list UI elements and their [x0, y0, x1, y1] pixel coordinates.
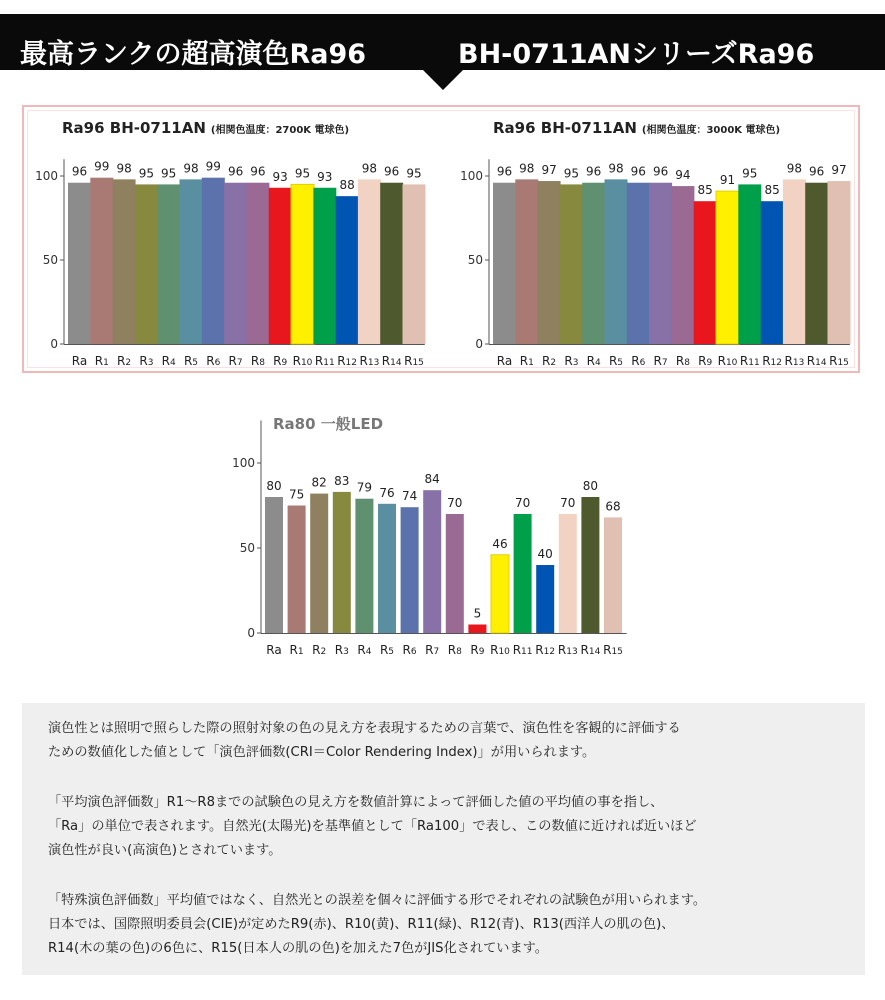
category-letter: R [512, 643, 522, 657]
value-label-ra: 96 [496, 164, 513, 179]
average-cri-text: 「平均演色評価数」R1〜R8までの試験色の見え方を数値計算によって評価した値の平均値の事を指し、 「Ra」の単位で表されます。自然光(太陽光)を基準値として「Ra100」で表し、この数値に近ければ近いほど 演色性が良い(高演色)とされています。 [48, 795, 697, 858]
y-tick-label: 50 [42, 253, 58, 267]
category-label-ra: Ra [496, 354, 513, 368]
category-label-r2 [542, 354, 556, 368]
category-label-ra: Ra [266, 643, 282, 657]
category-letter: R [603, 643, 612, 657]
category-label-r2 [312, 643, 326, 657]
bar-r1 [515, 179, 538, 344]
value-label-r15: 97 [831, 163, 847, 178]
category-number: 10 [300, 358, 313, 368]
value-label-r8: 94 [675, 168, 691, 183]
category-number: 1 [103, 358, 109, 368]
category-letter: R [273, 354, 282, 368]
category-number: 4 [595, 358, 601, 368]
category-label-r13 [360, 354, 380, 368]
category-label-r7 [425, 643, 439, 657]
bar-r14 [581, 497, 599, 633]
chart-title [493, 119, 780, 137]
category-label-r5 [184, 354, 198, 368]
bar-r4 [157, 184, 180, 344]
category-label-r15 [404, 354, 424, 368]
value-label-r10: 95 [294, 166, 311, 181]
bar-r13 [559, 514, 577, 633]
bar-ra [265, 497, 283, 633]
category-label-r4 [587, 354, 601, 368]
category-number: 8 [684, 358, 690, 368]
bar-r6 [202, 178, 225, 344]
category-label-r3 [335, 643, 349, 657]
bar-r15 [828, 181, 851, 344]
value-label-r6: 74 [401, 489, 418, 504]
category-number: 12 [543, 647, 556, 657]
bar-r12 [761, 201, 784, 344]
value-label-r2: 98 [116, 161, 132, 176]
category-number: 7 [236, 358, 243, 368]
value-label-ra: 96 [71, 164, 88, 179]
bar-r13 [358, 179, 381, 344]
category-label-r12 [535, 643, 555, 657]
chart-ra96-2700k [30, 112, 440, 370]
category-letter: R [631, 354, 640, 368]
value-label-r12: 88 [339, 178, 355, 193]
bar-r3 [333, 492, 351, 633]
bar-r10 [716, 191, 739, 344]
category-number: 13 [792, 358, 805, 368]
bar-r2 [113, 179, 136, 344]
cri-definition-text: 演色性とは照明で照らした際の照射対象の色の見え方を表現するための言葉で、演色性を客観的に評価する ための数値化した値として「演色評価数(CRI＝Color Rendering Index)」が用いられます。 [48, 721, 681, 760]
category-number: 4 [365, 647, 372, 657]
category-number: 12 [345, 358, 357, 368]
bar-r9 [468, 625, 486, 634]
value-label-r8: 96 [250, 164, 266, 179]
y-tick-label: 0 [475, 337, 483, 351]
category-number: 6 [639, 358, 646, 368]
y-tick-label: 100 [460, 169, 483, 183]
category-number: 5 [617, 358, 624, 368]
category-number: 11 [323, 358, 335, 368]
bar-r8 [446, 514, 464, 633]
chart-subtitle: (相関色温度：3000K 電球色) [641, 125, 781, 136]
category-letter: R [564, 354, 573, 368]
bar-ra [68, 183, 91, 344]
category-label-r6 [631, 354, 645, 368]
chart-title-main: Ra96 BH-0711AN [493, 119, 637, 137]
category-label-r15 [603, 643, 623, 657]
value-label-r11: 93 [317, 169, 333, 184]
y-tick-label: 100 [232, 456, 255, 470]
category-number: 1 [297, 647, 304, 657]
bar-r14 [805, 183, 828, 344]
category-letter: R [698, 354, 707, 368]
category-number: 15 [611, 647, 623, 657]
category-letter: R [519, 354, 529, 368]
value-label-r7: 84 [424, 472, 440, 487]
value-label-r1: 75 [288, 487, 305, 502]
category-letter: R [250, 354, 260, 368]
category-letter: R [425, 643, 434, 657]
category-number: 2 [125, 358, 132, 368]
category-letter: R [359, 354, 368, 368]
category-letter: R [139, 354, 148, 368]
category-number: 14 [815, 358, 827, 368]
category-label-r7 [229, 354, 243, 368]
category-label-r9 [470, 643, 484, 657]
category-label-r1 [95, 354, 109, 368]
value-label-r7: 96 [227, 164, 244, 179]
bar-ra [493, 183, 516, 344]
category-number: 9 [281, 358, 288, 368]
category-label-r7 [654, 354, 668, 368]
bar-r9 [694, 201, 717, 344]
value-label-r4: 79 [356, 480, 373, 495]
category-letter: R [334, 643, 344, 657]
category-letter: R [829, 354, 838, 368]
category-number: 2 [320, 647, 327, 657]
value-label-r2: 97 [541, 163, 557, 178]
value-label-r14: 96 [809, 164, 825, 179]
bar-r5 [180, 179, 203, 344]
bar-r2 [538, 181, 561, 344]
value-label-r14: 96 [384, 164, 400, 179]
category-number: 14 [588, 647, 601, 657]
value-label-r4: 95 [161, 166, 177, 181]
value-label-r9: 93 [272, 169, 288, 184]
bar-r10 [491, 555, 509, 633]
category-number: 3 [572, 358, 579, 368]
category-number: 12 [770, 358, 782, 368]
value-label-r8: 70 [447, 496, 463, 510]
category-number: 1 [528, 358, 534, 368]
category-number: 8 [456, 647, 462, 657]
value-label-r13: 70 [560, 496, 576, 510]
chart-title-main: Ra96 BH-0711AN [62, 119, 206, 137]
bar-r5 [605, 179, 628, 344]
bar-r15 [403, 184, 426, 344]
bar-r8 [671, 186, 694, 344]
value-label-r5: 98 [608, 161, 624, 176]
bar-r11 [738, 184, 761, 344]
category-number: 13 [367, 358, 380, 368]
bar-r6 [627, 183, 650, 344]
category-letter: R [357, 643, 366, 657]
category-number: 10 [725, 358, 738, 368]
category-number: 7 [433, 647, 440, 657]
category-letter: R [314, 354, 324, 368]
category-label-r9 [698, 354, 712, 368]
bar-r2 [310, 494, 328, 633]
category-number: 14 [390, 358, 402, 368]
chart-ra96-3000k [455, 112, 865, 370]
category-label-r1 [520, 354, 534, 368]
value-label-r7: 96 [652, 164, 669, 179]
bar-r9 [269, 188, 292, 344]
bar-r15 [604, 517, 622, 633]
category-letter: R [292, 354, 301, 368]
category-letter: R [542, 354, 551, 368]
category-letter: R [183, 354, 193, 368]
value-label-r12: 85 [764, 183, 780, 198]
value-label-r3: 95 [563, 166, 580, 181]
bar-r8 [246, 183, 269, 344]
category-label-r1 [290, 643, 304, 657]
category-letter: R [806, 354, 816, 368]
value-label-r12: 40 [537, 547, 553, 561]
category-letter: R [206, 354, 215, 368]
bar-r5 [378, 504, 396, 633]
y-tick-label: 50 [467, 253, 483, 267]
y-tick-label: 0 [247, 626, 255, 640]
y-tick-label: 0 [50, 337, 58, 351]
value-label-r5: 98 [183, 161, 199, 176]
category-label-r10 [293, 354, 313, 368]
category-label-r13 [785, 354, 805, 368]
category-letter: R [586, 354, 596, 368]
category-label-r10 [718, 354, 738, 368]
bar-r11 [514, 514, 532, 633]
header-banner [0, 14, 885, 70]
bar-r4 [582, 183, 605, 344]
value-label-r3: 83 [334, 473, 350, 488]
category-letter: R [557, 643, 567, 657]
category-letter: R [580, 643, 589, 657]
category-letter: R [447, 643, 457, 657]
category-letter: R [117, 354, 126, 368]
category-letter: R [762, 354, 771, 368]
category-label-r8 [448, 643, 462, 657]
bar-r12 [336, 196, 359, 344]
category-label-r8 [251, 354, 265, 368]
value-label-r11: 70 [514, 496, 531, 510]
value-label-r6: 99 [205, 159, 221, 174]
value-label-r5: 76 [379, 485, 395, 500]
value-label-r13: 98 [786, 161, 803, 176]
category-label-r14 [382, 354, 402, 368]
category-label-r15 [829, 354, 849, 368]
banner-arrow-icon [421, 68, 465, 90]
category-number: 9 [706, 358, 713, 368]
category-letter: R [739, 354, 749, 368]
category-number: 15 [837, 358, 849, 368]
category-label-r5 [609, 354, 623, 368]
value-label-r13: 98 [361, 161, 378, 176]
chart-title [273, 415, 383, 433]
category-letter: R [228, 354, 237, 368]
category-number: 11 [521, 647, 533, 657]
chart-title-main: Ra80 一般LED [273, 415, 384, 433]
category-label-r4 [357, 643, 371, 657]
y-tick-label: 50 [239, 541, 255, 555]
value-label-r2: 82 [311, 475, 327, 490]
category-label-r4 [162, 354, 176, 368]
category-label-r6 [403, 643, 417, 657]
value-label-r3: 95 [138, 166, 155, 181]
category-label-r6 [206, 354, 220, 368]
value-label-r15: 68 [605, 499, 621, 514]
category-number: 5 [192, 358, 199, 368]
chart-subtitle: (相関色温度：2700K 電球色) [210, 125, 350, 136]
category-letter: R [470, 643, 479, 657]
category-number: 9 [478, 647, 485, 657]
category-letter: R [402, 643, 411, 657]
category-number: 15 [412, 358, 424, 368]
value-label-r1: 98 [519, 161, 535, 176]
bar-r1 [288, 506, 306, 634]
bar-r7 [423, 490, 441, 633]
bar-r3 [560, 184, 583, 344]
category-number: 8 [259, 358, 265, 368]
bar-r3 [135, 184, 158, 344]
chart-title [62, 119, 349, 137]
category-label-r12 [337, 354, 357, 368]
category-letter: R [404, 354, 413, 368]
category-letter: R [653, 354, 662, 368]
category-label-r14 [807, 354, 827, 368]
category-number: 2 [550, 358, 557, 368]
bar-r14 [380, 183, 403, 344]
category-letter: R [379, 643, 389, 657]
category-letter: R [381, 354, 391, 368]
category-letter: R [784, 354, 793, 368]
category-number: 10 [498, 647, 510, 657]
value-label-r9: 5 [473, 606, 482, 621]
category-number: 3 [147, 358, 154, 368]
bar-r6 [401, 507, 419, 633]
category-label-r3 [139, 354, 153, 368]
category-letter: R [94, 354, 104, 368]
category-label-ra: Ra [71, 354, 88, 368]
category-number: 7 [661, 358, 668, 368]
value-label-r10: 91 [719, 173, 736, 188]
category-number: 6 [410, 647, 417, 657]
category-letter: R [717, 354, 726, 368]
special-cri-text: 「特殊演色評価数」平均値ではなく、自然光との誤差を個々に評価する形でそれぞれの試験色が用いられます。 日本では、国際照明委員会(CIE)が定めたR9(赤)、R10(黄)、R11(緑)、R12(青)、R13(西洋人の肌の色)、 R14(木の葉の色)の6色に、R15(日本人の肌の色)を加えた7色がJIS化されています。 [48, 893, 707, 956]
category-label-r11 [740, 354, 760, 368]
category-label-r9 [273, 354, 287, 368]
category-label-r11 [315, 354, 335, 368]
category-letter: R [675, 354, 685, 368]
category-letter: R [312, 643, 321, 657]
bar-r1 [90, 178, 113, 344]
category-label-r2 [117, 354, 131, 368]
category-letter: R [490, 643, 499, 657]
category-letter: R [535, 643, 544, 657]
header-title-right: BH-0711ANシリーズRa96 [458, 39, 815, 70]
value-label-ra: 80 [266, 479, 282, 493]
chart-ra80-general-led [225, 405, 645, 667]
category-letter: R [161, 354, 171, 368]
category-number: 11 [748, 358, 760, 368]
category-number: 4 [170, 358, 176, 368]
category-number: 5 [388, 647, 395, 657]
bar-r7 [649, 183, 672, 344]
category-letter: R [608, 354, 618, 368]
bar-r4 [355, 499, 373, 633]
category-number: 6 [214, 358, 221, 368]
cri-explanation-panel [22, 703, 865, 975]
value-label-r1: 99 [94, 159, 110, 174]
bar-r11 [313, 188, 336, 344]
category-number: 13 [566, 647, 578, 657]
y-tick-label: 100 [35, 169, 58, 183]
value-label-r11: 95 [742, 166, 758, 181]
category-label-r8 [676, 354, 690, 368]
bar-r13 [783, 179, 806, 344]
value-label-r10: 46 [492, 536, 508, 551]
category-label-r10 [490, 643, 510, 657]
bar-r12 [536, 565, 554, 633]
category-label-r13 [558, 643, 578, 657]
category-label-r14 [581, 643, 601, 657]
header-title-left: 最高ランクの超高演色Ra96 [20, 39, 367, 70]
value-label-r14: 80 [582, 479, 599, 493]
bar-r7 [224, 183, 247, 344]
category-letter: R [289, 643, 298, 657]
bar-r10 [291, 184, 314, 344]
value-label-r4: 96 [586, 164, 602, 179]
category-label-r12 [762, 354, 782, 368]
category-letter: R [337, 354, 346, 368]
value-label-r6: 96 [630, 164, 646, 179]
category-number: 3 [343, 647, 349, 657]
value-label-r9: 85 [697, 183, 713, 198]
category-label-r5 [380, 643, 394, 657]
category-label-r3 [564, 354, 578, 368]
category-label-r11 [513, 643, 533, 657]
value-label-r15: 95 [406, 166, 422, 181]
